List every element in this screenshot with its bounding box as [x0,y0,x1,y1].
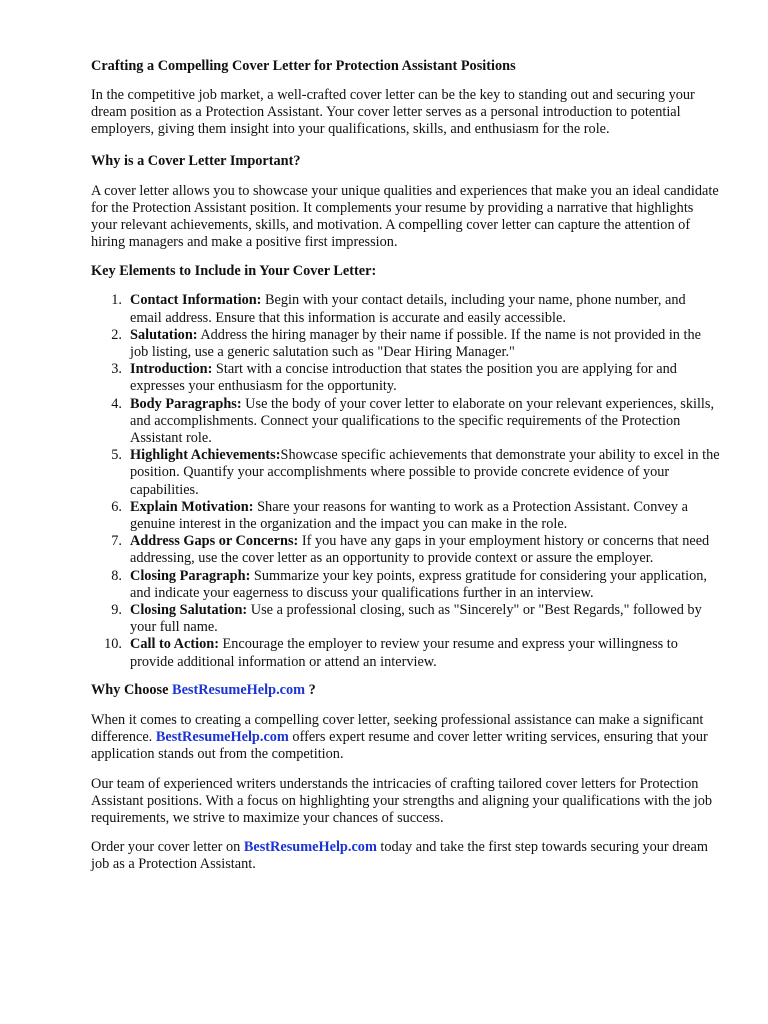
assistance-text-end: offers expert resume and cover letter writing services, ensuring that your application stands out from the competition. [91,729,708,763]
list-item-term: Contact Information: [130,292,262,309]
list-item [91,447,721,499]
list-item-text: Use a professional closing, such as "Sincerely" or "Best Regards," followed by your full name. [130,602,702,636]
list-item-term: Call to Action: [130,636,219,653]
list-item-number: 8. [111,567,122,584]
list-item [91,361,721,395]
order-text-end: today and take the first step towards securing your dream job as a Protection Assistant. [91,839,708,873]
list-item-text: Share your reasons for wanting to work as a Protection Assistant. Convey a genuine interest in the organization and the impact you can make in the role. [130,498,688,533]
list-item [91,602,721,636]
document-title: Crafting a Compelling Cover Letter for Protection Assistant Positions [91,58,516,74]
list-item-term: Highlight Achievements: [130,447,281,464]
list-item-number: 5. [111,447,122,464]
list-item-term: Address Gaps or Concerns: [130,533,299,550]
bestresumehelp-link[interactable]: BestResumeHelp.com [155,729,289,746]
list-item-number: 10. [104,636,122,653]
list-item-number: 1. [111,292,122,309]
list-item-term: Introduction: [130,361,213,378]
list-item [91,396,721,448]
order-text-start: Order your cover letter on [91,839,244,856]
why-choose-heading [91,682,721,699]
list-item-text: Address the hiring manager by their name if possible. If the name is not provided in the job listing, use a generic salutation such as "Dear Hiring Manager." [130,326,701,361]
list-item [91,533,721,567]
list-item-text: Use the body of your cover letter to elaborate on your relevant experiences, skills, and accomplishments. Connect your qualifications to the specific requirements of the Protection Assistant role. [130,395,715,447]
list-item-term: Body Paragraphs: [130,395,242,412]
document-page [91,58,721,874]
list-item-number: 9. [111,602,122,619]
list-item-text: Summarize your key points, express gratitude for considering your application, and indicate your eagerness to discuss your qualifications further in an interview. [130,567,707,601]
list-item-text: Showcase specific achievements that demonstrate your ability to excel in the position. Quantify your accomplishments where possible to provide concrete evidence of your capabilities. [130,447,720,498]
assistance-paragraph [91,712,721,764]
list-item [91,636,721,670]
list-item-number: 4. [111,395,122,412]
order-paragraph [91,839,721,873]
list-item [91,292,721,326]
list-item-text: Begin with your contact details, including your name, phone number, and email address. Ensure that this information is accurate and easily accessible. [130,292,686,326]
list-item-number: 2. [111,326,122,343]
assistance-text-start: When it comes to creating a compelling cover letter, seeking professional assistance can make a significant difference. [91,711,704,746]
list-item [91,499,721,533]
team-paragraph: Our team of experienced writers understands the intricacies of crafting tailored cover letters for Protection Assistant positions. With a focus on highlighting your strengths and aligning your qualifications with the job requirements, we strive to maximize your chances of success. [91,775,713,826]
bestresumehelp-link[interactable]: BestResumeHelp.com [172,681,306,698]
why-heading: Why is a Cover Letter Important? [91,152,301,169]
why-choose-heading-suffix: ? [305,681,316,698]
list-item [91,568,721,602]
list-item-text: Encourage the employer to review your resume and express your willingness to provide additional information or attend an interview. [130,636,678,670]
list-item-text: If you have any gaps in your employment history or concerns that need addressing, use the cover letter as an opportunity to provide context or assure the employer. [130,533,710,567]
intro-paragraph: In the competitive job market, a well-crafted cover letter can be the key to standing out and securing your dream position as a Protection Assistant. Your cover letter serves as a personal introduction to potential employers, giving them insight into your qualifications, skills, and enthusiasm for the role. [91,87,695,138]
list-item-term: Closing Salutation: [130,602,248,619]
list-item-number: 7. [111,533,122,550]
why-choose-heading-text: Why Choose [91,681,173,698]
list-item-term: Explain Motivation: [130,498,254,515]
bestresumehelp-link[interactable]: BestResumeHelp.com [243,839,377,856]
list-item-term: Salutation: [130,326,198,343]
list-item-text: Start with a concise introduction that states the position you are applying for and expresses your enthusiasm for the opportunity. [130,361,677,395]
key-elements-heading: Key Elements to Include in Your Cover Letter: [91,263,377,280]
list-item [91,327,721,361]
list-item-number: 3. [111,361,122,378]
list-item-term: Closing Paragraph: [130,567,251,584]
why-paragraph: A cover letter allows you to showcase your unique qualities and experiences that make you an ideal candidate for the Protection Assistant position. It complements your resume by providing a narrative that highlights your relevant achievements, skills, and motivation. A compelling cover letter can capture the attention of hiring managers and make a positive first impression. [91,182,719,251]
list-item-number: 6. [111,498,122,515]
key-elements-list [91,292,721,670]
